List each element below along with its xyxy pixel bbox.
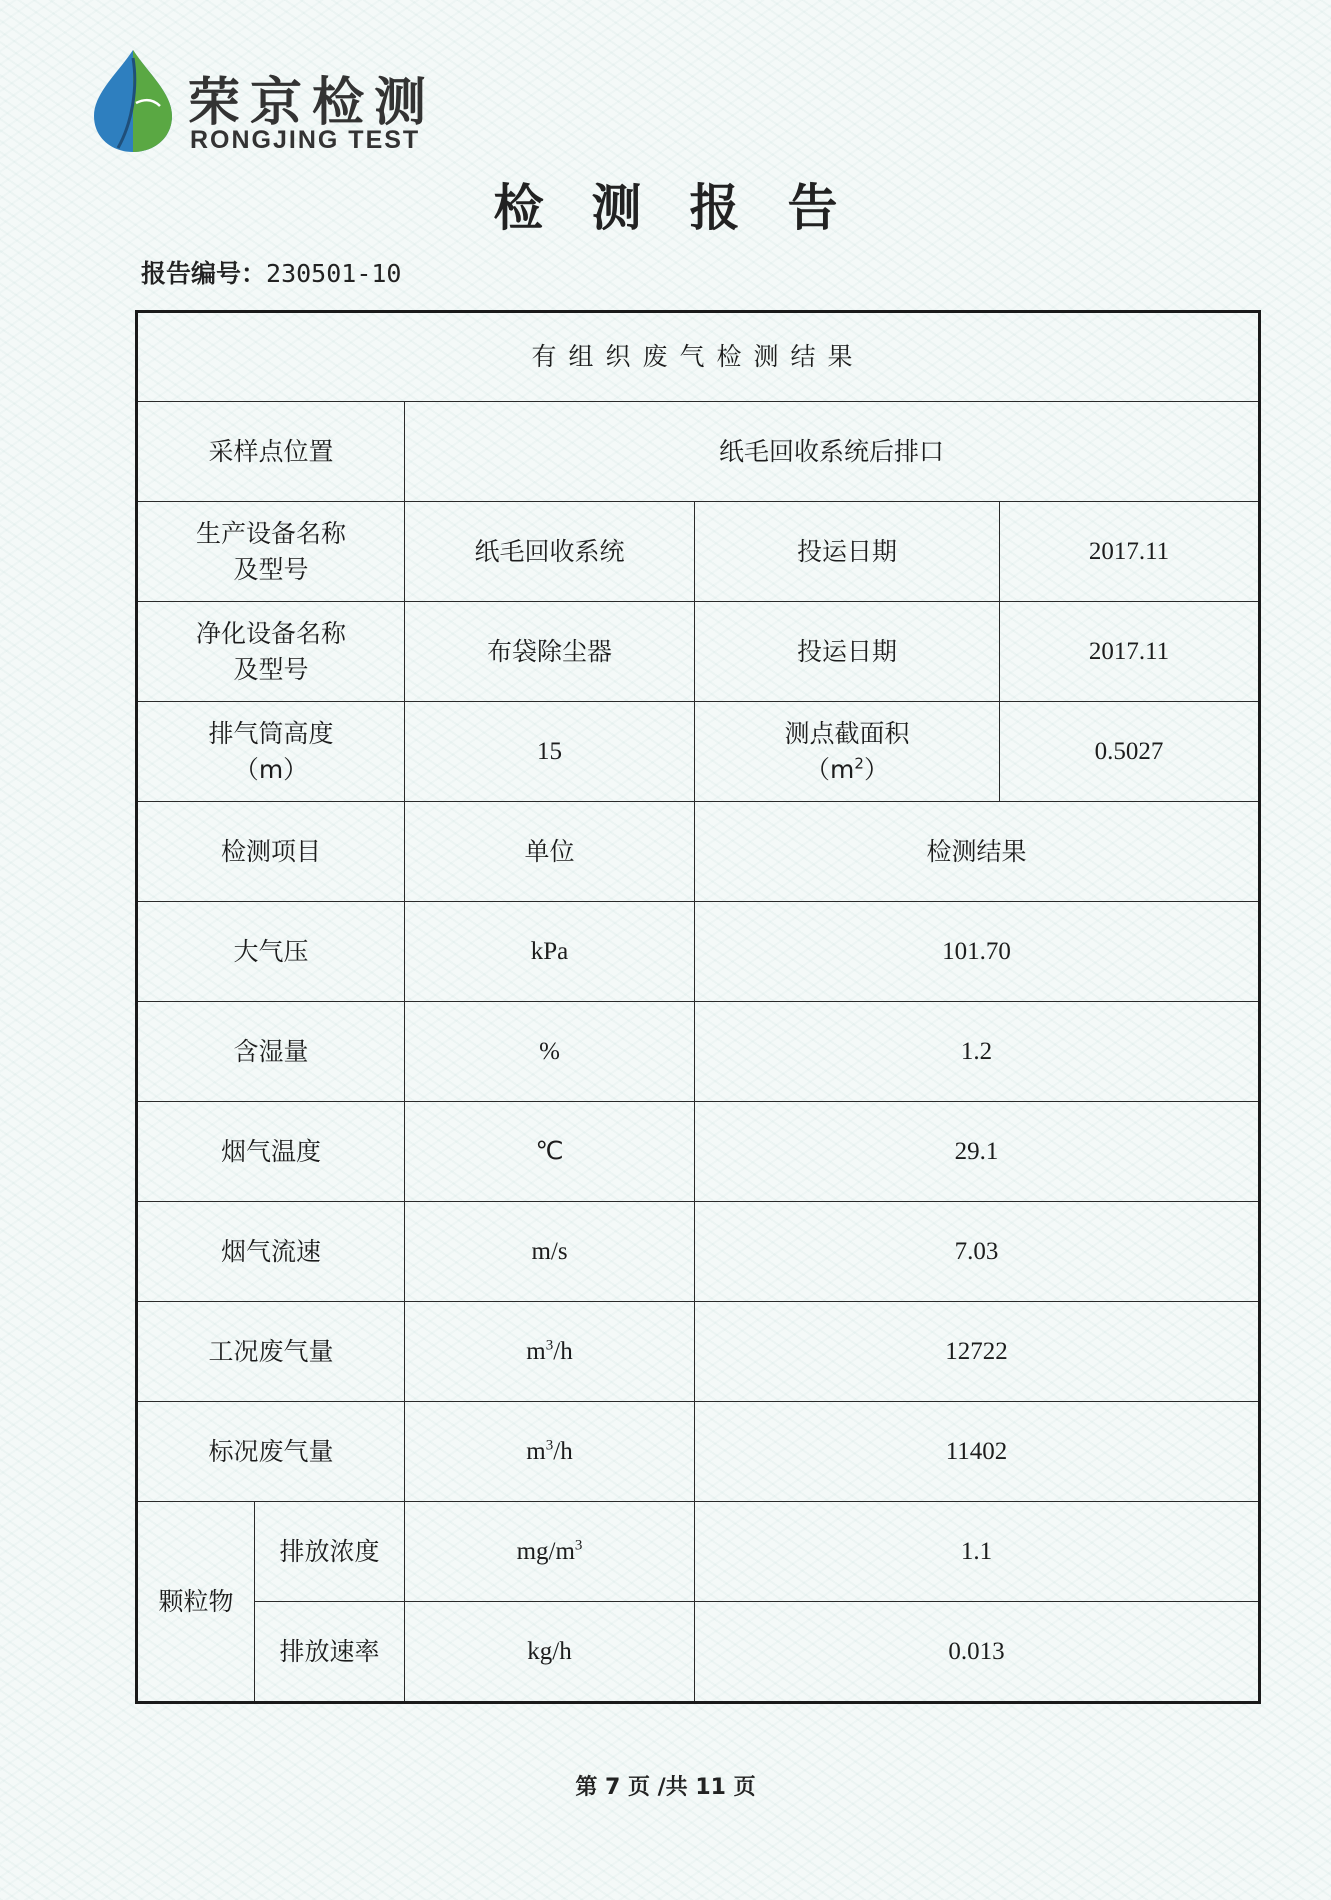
unit-text: /h [553, 1337, 573, 1365]
logo-en-text: RONGJING TEST [190, 126, 421, 154]
table-row [137, 1102, 1260, 1202]
unit-text: （m [805, 754, 855, 784]
cross-section-label [695, 702, 1000, 802]
item-cell: 含湿量 [137, 1002, 405, 1102]
table-title: 有组织废气检测结果 [137, 312, 1260, 402]
result-cell: 1.1 [695, 1502, 1260, 1602]
result-cell: 7.03 [695, 1202, 1260, 1302]
unit-cell: % [405, 1002, 695, 1102]
unit-cell [405, 1402, 695, 1502]
unit-cell [405, 1302, 695, 1402]
document-title: 检测报告 [493, 179, 886, 237]
table-row [137, 502, 1260, 602]
unit-sup: 3 [574, 1537, 583, 1554]
unit-cell [405, 1502, 695, 1602]
result-cell: 11402 [695, 1402, 1260, 1502]
table-row [137, 702, 1260, 802]
unit-text: mg/m [516, 1537, 575, 1565]
result-cell: 1.2 [695, 1002, 1260, 1102]
label-line: 净化设备名称 [195, 618, 346, 648]
table-row [137, 1602, 1260, 1703]
unit-text: m [526, 1337, 546, 1365]
particulate-group-label: 颗粒物 [137, 1502, 255, 1703]
result-cell: 29.1 [695, 1102, 1260, 1202]
header-result: 检测结果 [695, 802, 1260, 902]
production-equipment-label [137, 502, 405, 602]
table-header-row [137, 802, 1260, 902]
result-cell: 0.013 [695, 1602, 1260, 1703]
item-cell: 标况废气量 [137, 1402, 405, 1502]
report-number [141, 254, 401, 290]
header-unit: 单位 [405, 802, 695, 902]
label-line: 及型号 [233, 554, 309, 584]
unit-sup: 3 [545, 1337, 554, 1354]
table-row [137, 1302, 1260, 1402]
unit-cell: m/s [405, 1202, 695, 1302]
item-cell: 烟气温度 [137, 1102, 405, 1202]
leaf-drop-icon [88, 48, 178, 154]
company-logo [88, 48, 468, 158]
table-row [137, 1402, 1260, 1502]
item-cell: 烟气流速 [137, 1202, 405, 1302]
results-table [135, 310, 1261, 1704]
label-line: 及型号 [233, 654, 309, 684]
table-row [137, 902, 1260, 1002]
table-row [137, 602, 1260, 702]
unit-sup: 2 [854, 754, 864, 773]
table-row [137, 1202, 1260, 1302]
label-line [695, 752, 999, 788]
result-cell: 12722 [695, 1302, 1260, 1402]
report-number-value: 230501-10 [266, 259, 402, 288]
item-cell: 大气压 [137, 902, 405, 1002]
stack-height-label [137, 702, 405, 802]
cross-section-value: 0.5027 [1000, 702, 1260, 802]
unit-cell: kg/h [405, 1602, 695, 1703]
unit-text: ） [863, 754, 889, 784]
purification-equipment-value: 布袋除尘器 [405, 602, 695, 702]
report-number-label: 报告编号： [141, 259, 267, 288]
item-cell: 排放速率 [255, 1602, 405, 1703]
label-line: 排气筒高度 [208, 718, 334, 748]
label-line: （m） [233, 754, 309, 784]
item-cell: 工况废气量 [137, 1302, 405, 1402]
purification-date-value: 2017.11 [1000, 602, 1260, 702]
label-line: 生产设备名称 [195, 518, 346, 548]
page-footer: 第 7 页 /共 11 页 [575, 1775, 756, 1800]
stack-height-value: 15 [405, 702, 695, 802]
table-row [137, 1502, 1260, 1602]
unit-text: /h [553, 1437, 573, 1465]
result-cell: 101.70 [695, 902, 1260, 1002]
unit-text: m [526, 1437, 546, 1465]
purification-date-label: 投运日期 [695, 602, 1000, 702]
unit-cell: kPa [405, 902, 695, 1002]
unit-sup: 3 [545, 1437, 554, 1454]
purification-equipment-label [137, 602, 405, 702]
item-cell: 排放浓度 [255, 1502, 405, 1602]
logo-cn-text: 荣京检测 [188, 73, 437, 133]
unit-cell: ℃ [405, 1102, 695, 1202]
production-date-label: 投运日期 [695, 502, 1000, 602]
table-row [137, 402, 1260, 502]
sampling-point-label: 采样点位置 [137, 402, 405, 502]
sampling-point-value: 纸毛回收系统后排口 [405, 402, 1260, 502]
header-item: 检测项目 [137, 802, 405, 902]
label-line: 测点截面积 [784, 718, 910, 748]
production-equipment-value: 纸毛回收系统 [405, 502, 695, 602]
production-date-value: 2017.11 [1000, 502, 1260, 602]
table-row [137, 1002, 1260, 1102]
